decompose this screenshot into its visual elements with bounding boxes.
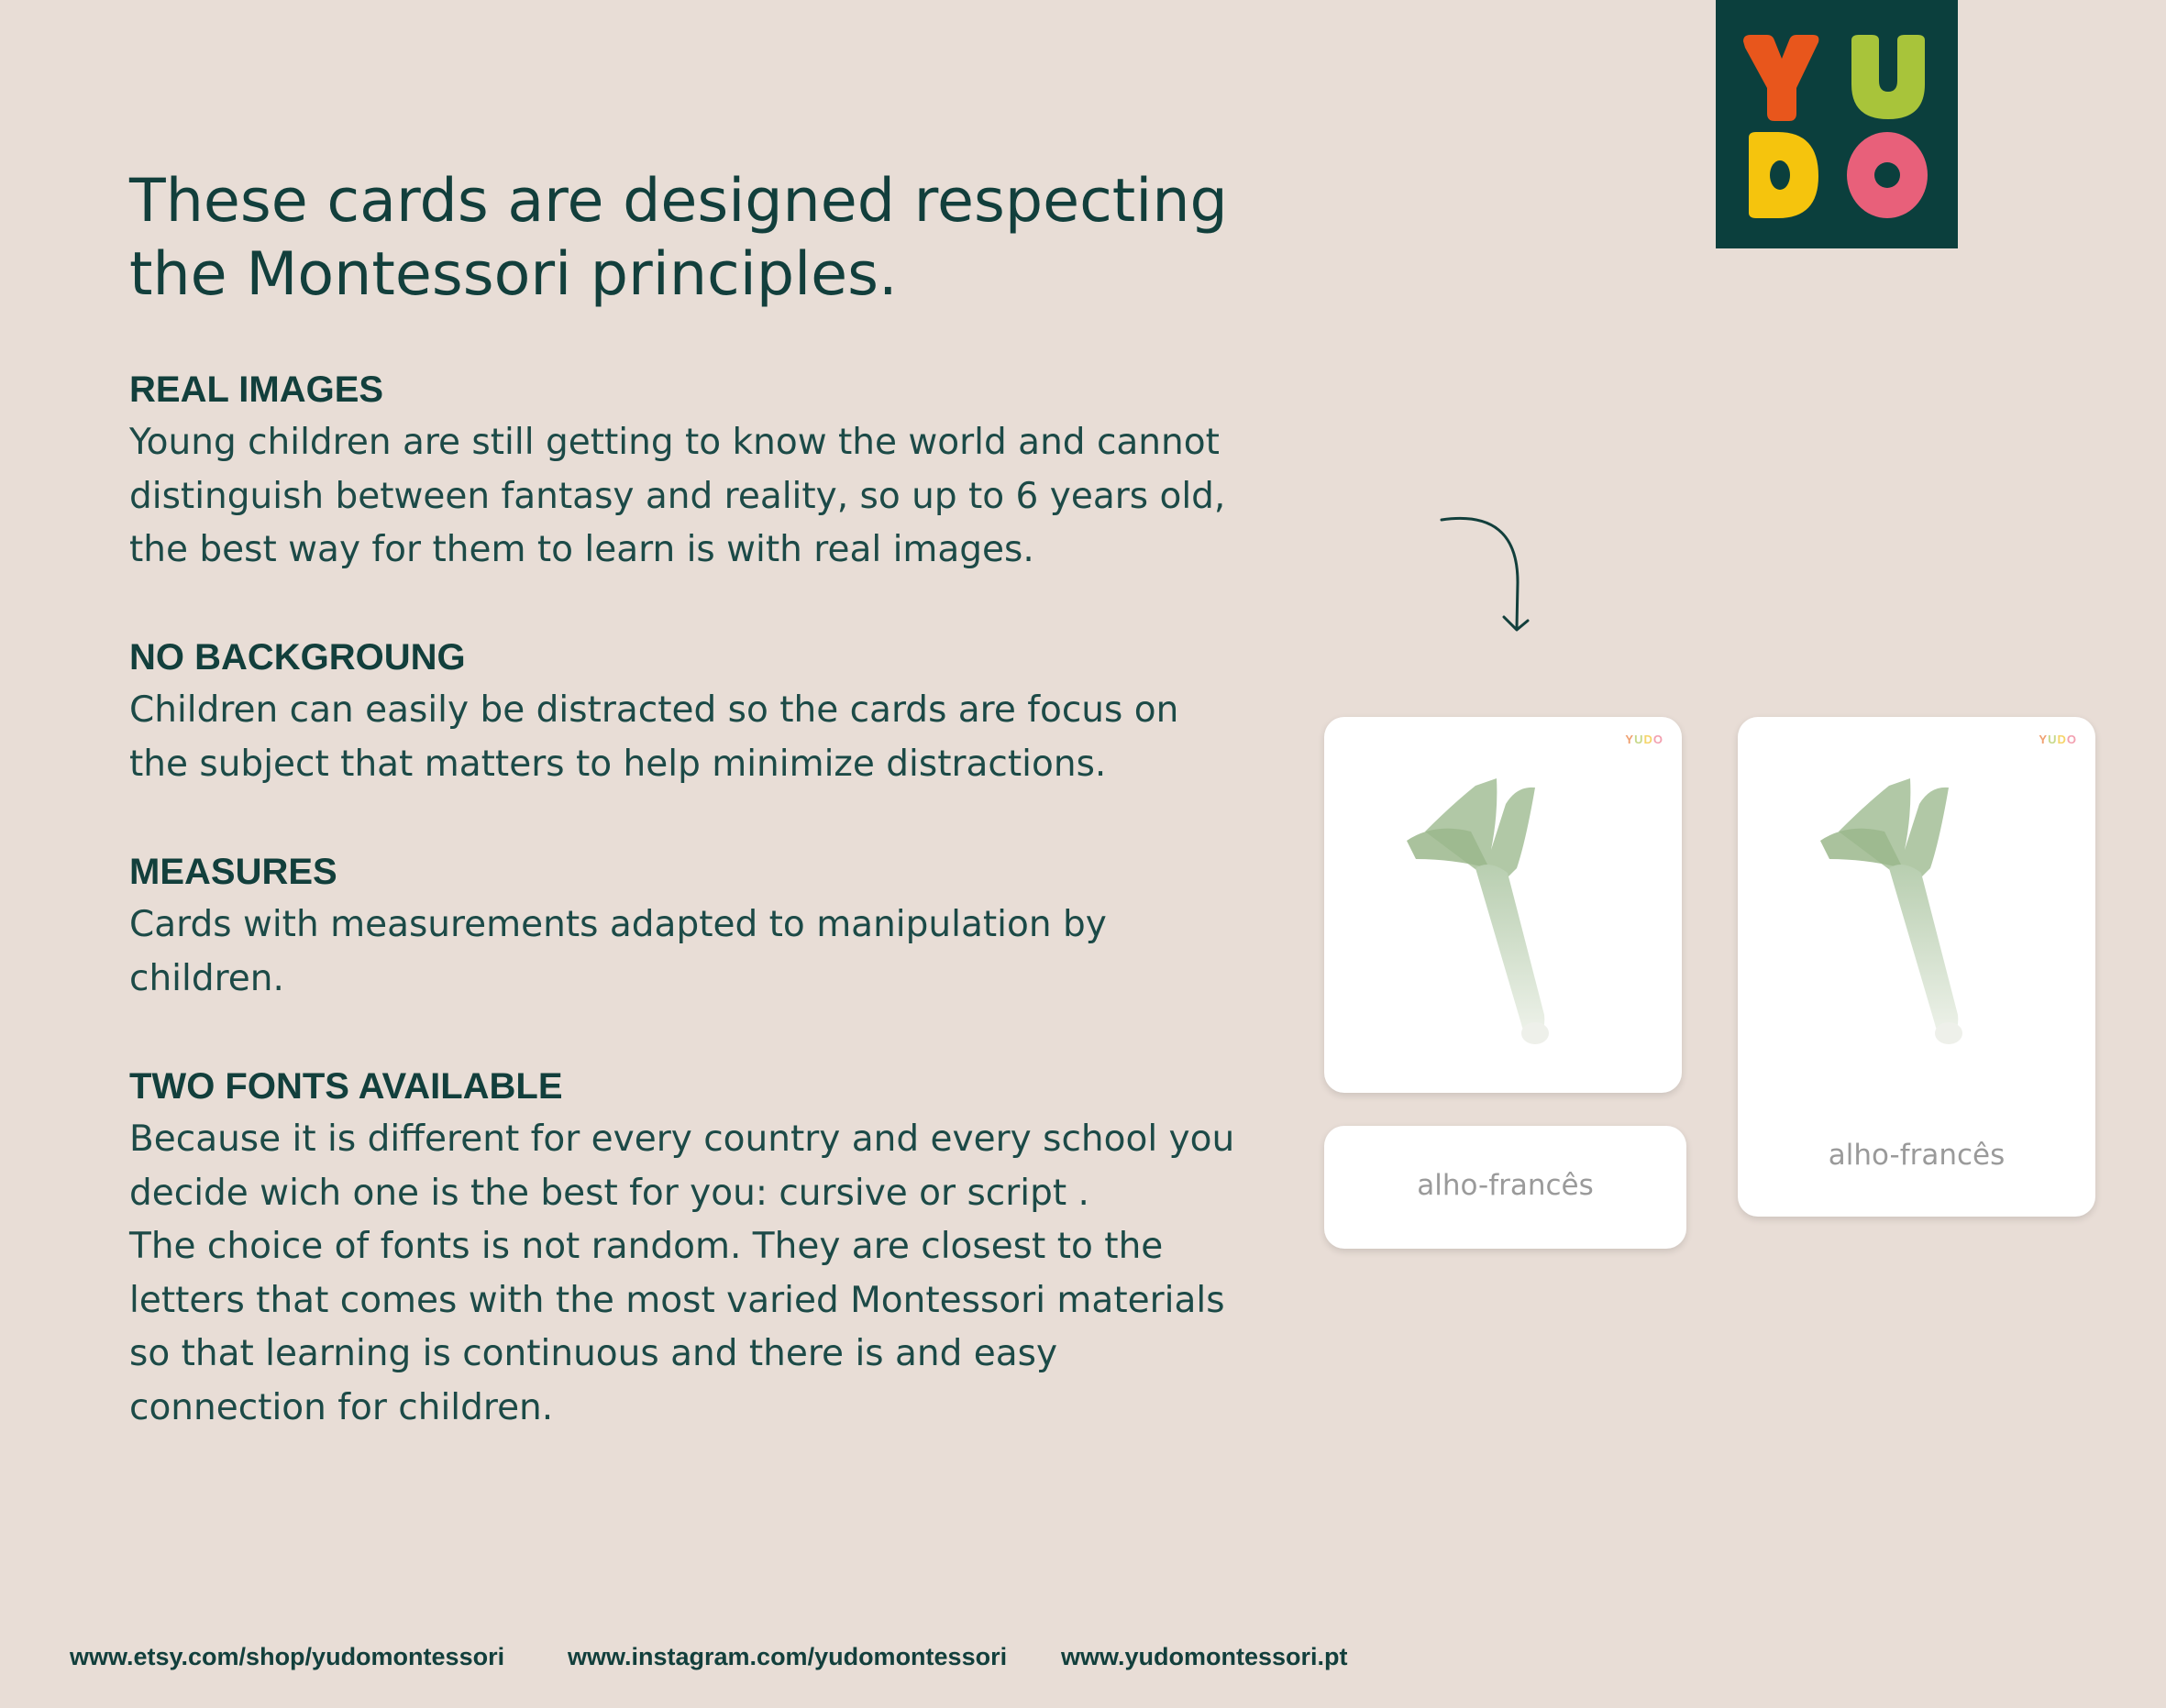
footer-link-instagram[interactable]: www.instagram.com/yudomontessori — [568, 1643, 1008, 1670]
word-card — [1324, 1126, 1686, 1249]
section-heading: NO BACKGROUNG — [129, 637, 466, 678]
section-body: Because it is different for every country and every school you decide wich one is the best for you: cursive or script . The choice of fonts is not random. They are closest to the letters that comes with the most varied Montessori materials so that learning is continuous and there is and easy connection for children. — [129, 1118, 1235, 1428]
section-body: Young children are still getting to know the world and cannot distinguish between fantasy and reality, so up to 6 years old, the best way for them to learn is with real images. — [129, 422, 1226, 570]
section-body: Children can easily be distracted so the cards are focus on the subject that matters to help minimize distractions. — [129, 689, 1179, 785]
yudo-logo — [1716, 0, 1958, 248]
page-title — [129, 165, 1321, 312]
logo-letter-u — [1851, 35, 1925, 119]
footer-link-website[interactable]: www.yudomontessori.pt — [1061, 1643, 1348, 1670]
logo-letter-d — [1749, 132, 1818, 218]
leek-icon — [1802, 767, 2013, 1061]
leek-icon — [1388, 767, 1599, 1061]
card-word: alho-francês — [1828, 1139, 2006, 1172]
picture-card — [1324, 717, 1682, 1093]
section-heading: MEASURES — [129, 852, 337, 892]
card-mini-logo: YUDO — [1625, 733, 1663, 746]
section-real-images — [129, 367, 1340, 578]
section-heading: REAL IMAGES — [129, 369, 384, 410]
footer-link-etsy[interactable]: www.etsy.com/shop/yudomontessori — [70, 1643, 505, 1670]
section-measures — [129, 849, 1340, 1006]
section-no-background — [129, 634, 1340, 791]
page-title-text: These cards are designed respecting the Montessori principles. — [129, 167, 1228, 309]
card-word: alho-francês — [1417, 1169, 1594, 1202]
control-card — [1738, 717, 2095, 1217]
curved-arrow-icon — [1431, 509, 1541, 637]
logo-letter-y — [1743, 35, 1818, 121]
section-heading: TWO FONTS AVAILABLE — [129, 1066, 563, 1107]
section-body: Cards with measurements adapted to manipulation by children. — [129, 904, 1107, 999]
logo-letter-o — [1847, 132, 1928, 218]
section-two-fonts — [129, 1063, 1340, 1435]
card-mini-logo: YUDO — [2039, 733, 2077, 746]
